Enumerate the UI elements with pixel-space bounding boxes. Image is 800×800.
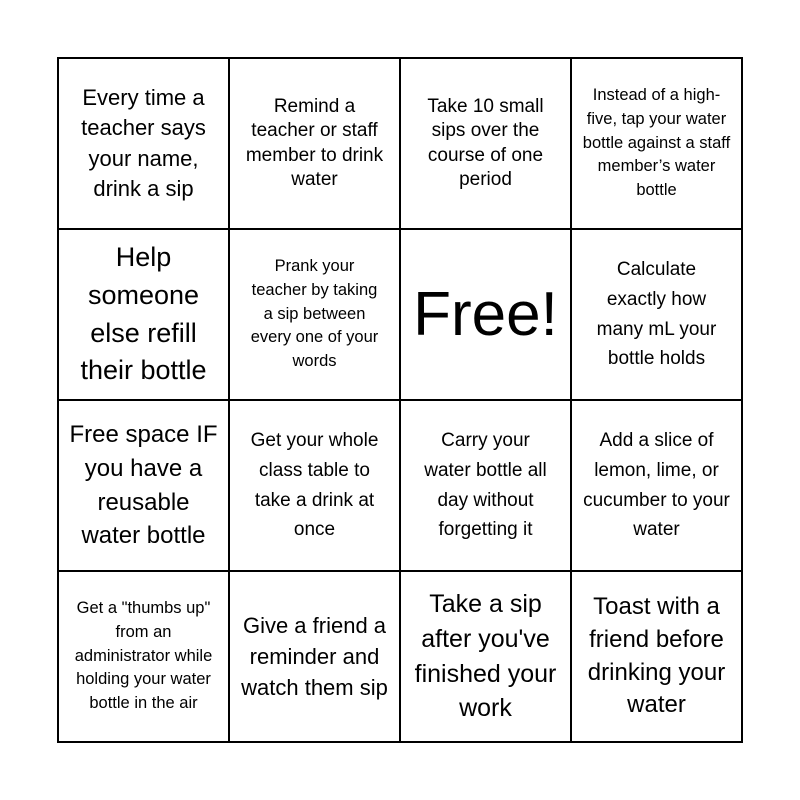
cell-text: Add a slice of lemon, lime, or cucumber to your water — [583, 429, 730, 541]
bingo-cell[interactable] — [572, 401, 743, 572]
bingo-cell[interactable] — [230, 572, 401, 743]
cell-text: Give a friend a reminder and watch them sip — [241, 612, 388, 701]
free-space-label: Free! — [413, 279, 558, 349]
cell-text: Help someone else refill their bottle — [80, 242, 207, 386]
cell-text: Take a sip after you've finished your work — [414, 590, 557, 723]
cell-text: Free space IF you have a reusable water bottle — [69, 420, 218, 550]
cell-text: Remind a teacher or staff member to drink water — [245, 96, 384, 190]
bingo-cell[interactable] — [59, 401, 230, 572]
bingo-cell[interactable] — [401, 401, 572, 572]
bingo-cell[interactable] — [230, 401, 401, 572]
bingo-cell[interactable] — [59, 230, 230, 401]
bingo-cell[interactable] — [401, 59, 572, 230]
bingo-cell[interactable] — [59, 59, 230, 230]
bingo-cell[interactable] — [572, 572, 743, 743]
cell-text: Take 10 small sips over the course of one period — [427, 96, 544, 190]
cell-text: Carry your water bottle all day without forgetting it — [424, 429, 547, 541]
cell-text: Prank your teacher by taking a sip between every one of your words — [250, 257, 379, 371]
bingo-cell[interactable] — [230, 230, 401, 401]
cell-text: Instead of a high-five, tap your water bottle against a staff member’s water bottle — [582, 86, 731, 200]
bingo-cell[interactable] — [230, 59, 401, 230]
bingo-cell[interactable] — [59, 572, 230, 743]
bingo-cell[interactable] — [572, 59, 743, 230]
cell-text: Toast with a friend before drinking your water — [587, 593, 726, 719]
bingo-cell[interactable] — [401, 572, 572, 743]
cell-text: Get your whole class table to take a drink at once — [250, 429, 379, 541]
free-space-cell[interactable] — [401, 230, 572, 401]
cell-text: Every time a teacher says your name, drink a sip — [81, 84, 206, 201]
cell-text: Get a "thumbs up" from an administrator while holding your water bottle in the air — [74, 599, 213, 713]
bingo-board — [57, 57, 743, 743]
bingo-cell[interactable] — [572, 230, 743, 401]
cell-text: Calculate exactly how many mL your bottle holds — [596, 258, 717, 370]
